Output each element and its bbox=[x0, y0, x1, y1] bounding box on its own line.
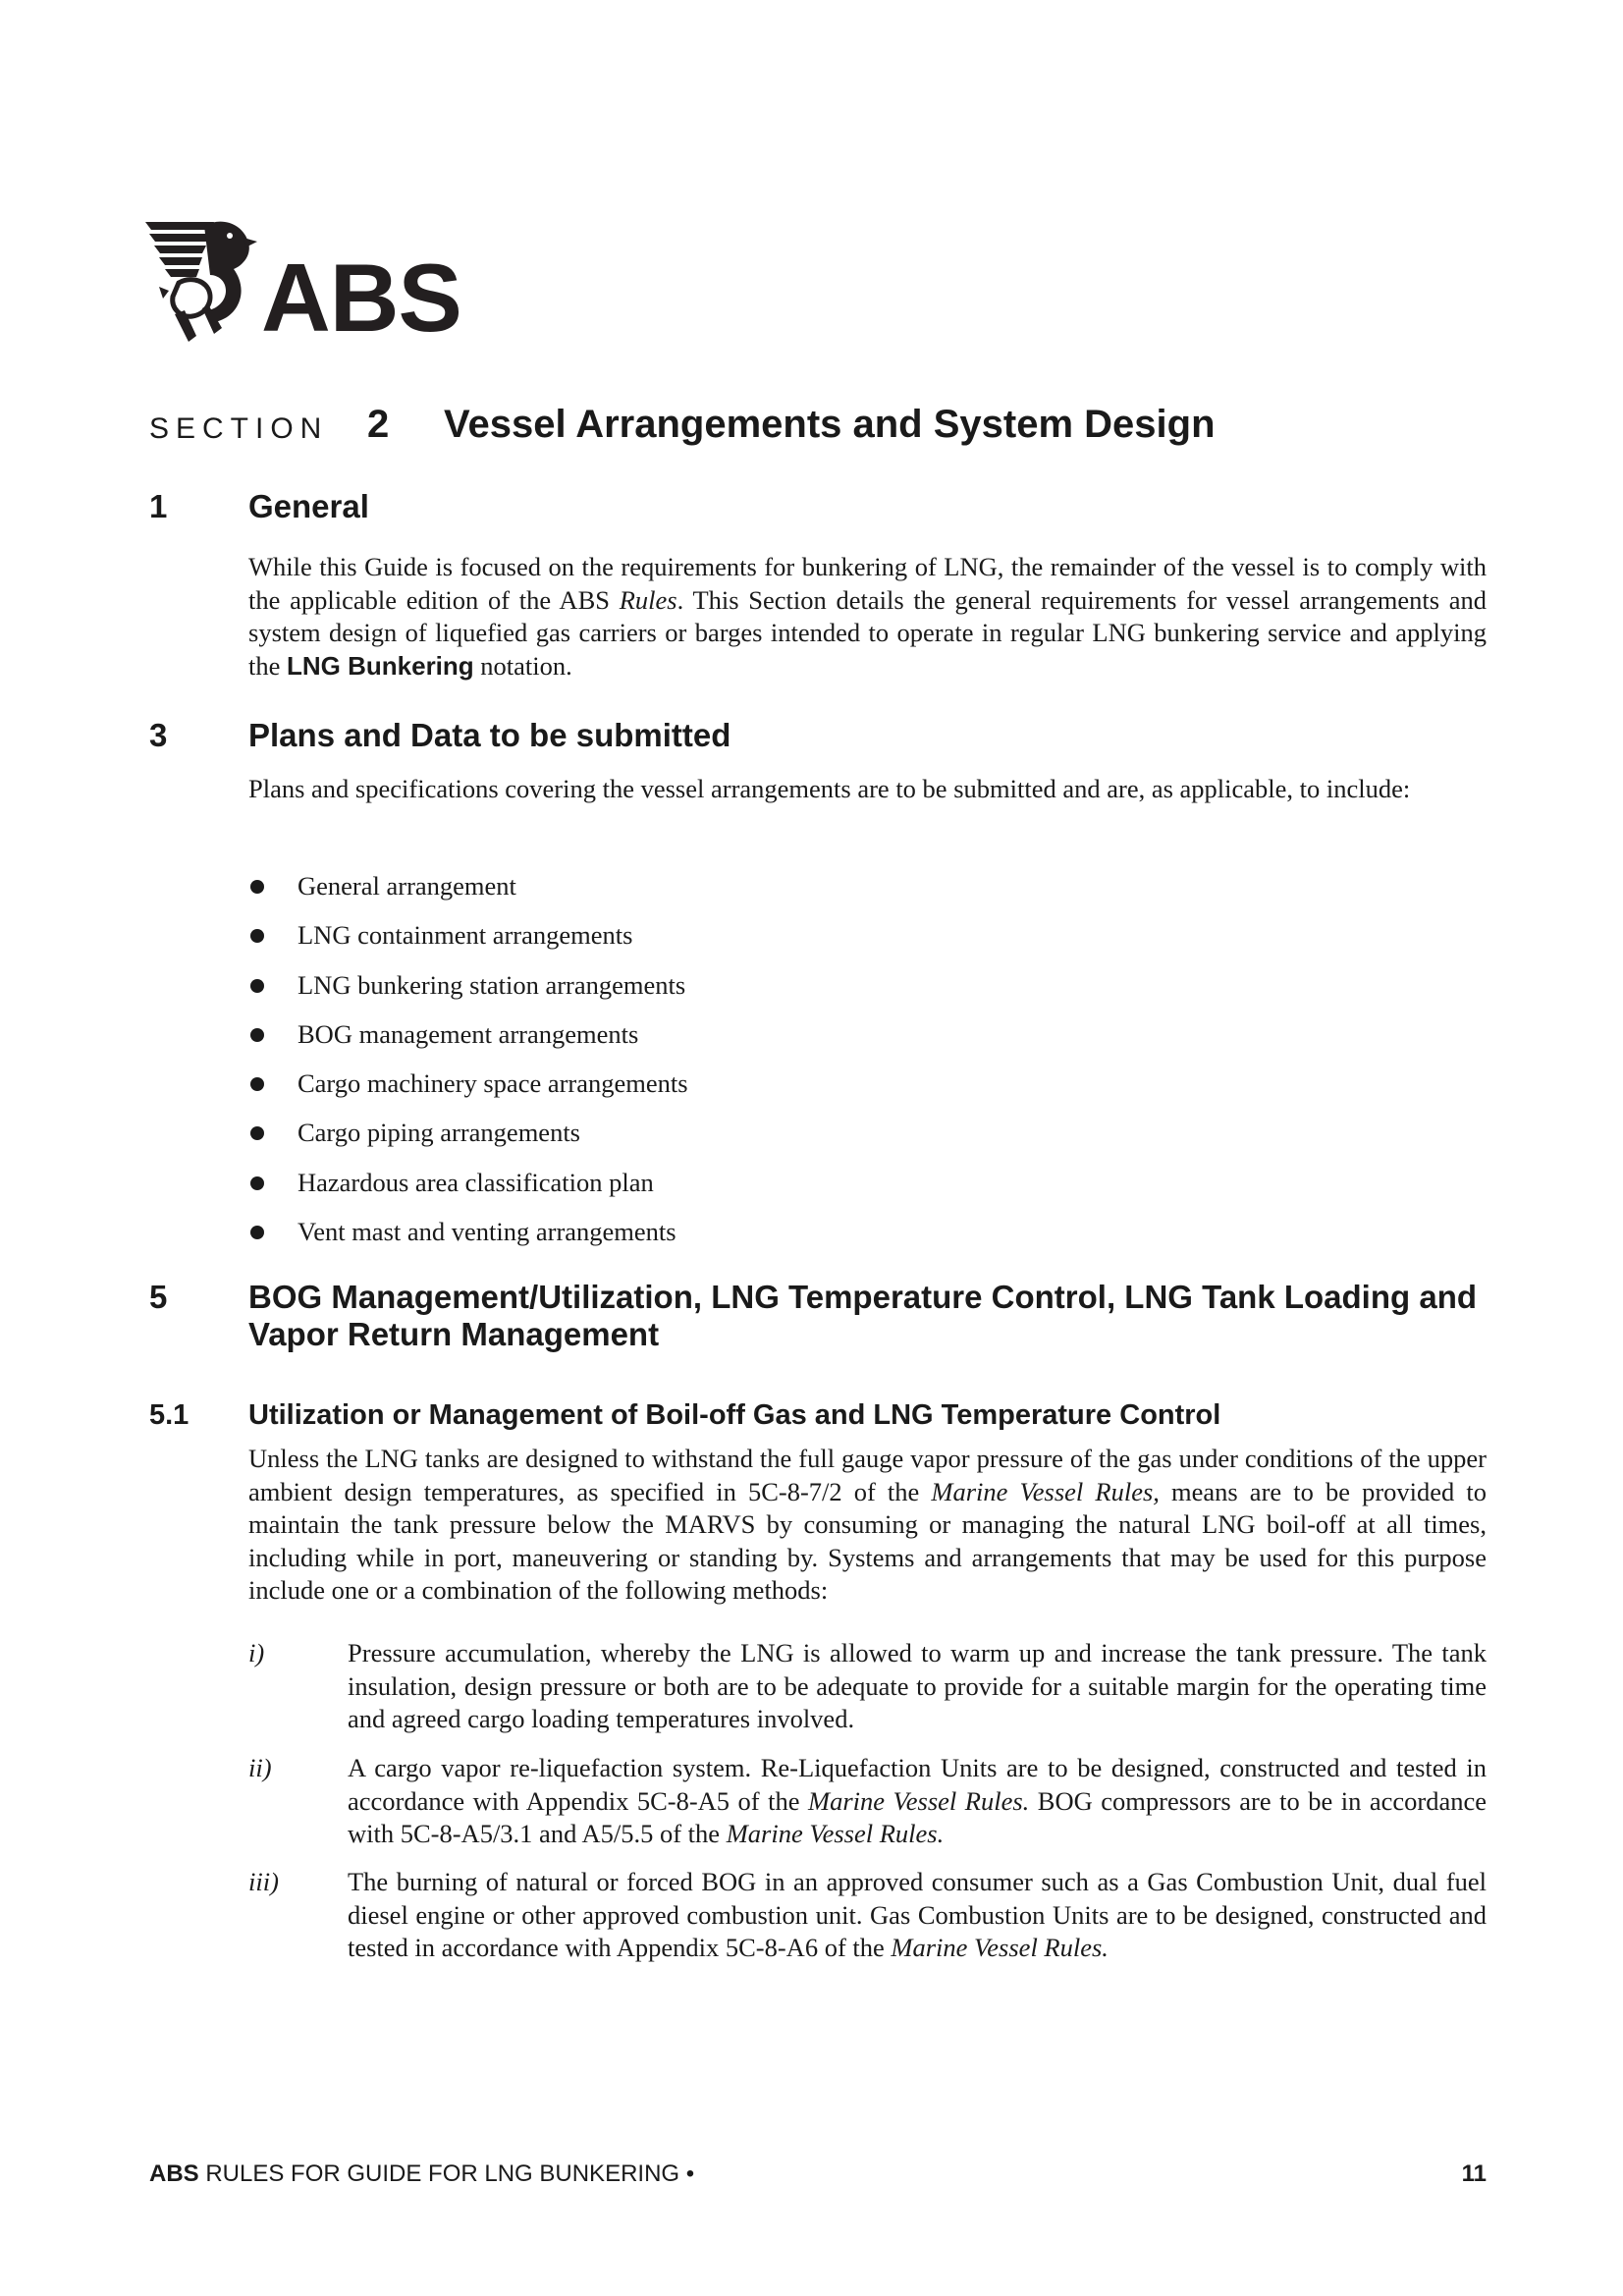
plans-intro-paragraph: Plans and specifications covering the vessel arrangements are to be submitted and are, as applicable, to include: bbox=[248, 774, 1411, 803]
page-number: 11 bbox=[1461, 2160, 1487, 2187]
lng-bunkering-notation: LNG Bunkering bbox=[287, 650, 474, 681]
bullet-icon bbox=[250, 1077, 264, 1091]
section-label: SECTION bbox=[149, 412, 329, 445]
heading-number: 3 bbox=[149, 717, 168, 753]
method-item-iii bbox=[248, 1866, 1487, 1998]
item-text: The burning of natural or forced BOG in an approved consumer such as a Gas Combustion Unit, dual fuel diesel engine or other approved combustion unit. Gas Combustion Units are to be designed, constructed and tested in accordance with Appendix 5C-8-A6 of the Marine Vessel Rules. bbox=[348, 1867, 1487, 1962]
bullet-icon bbox=[250, 979, 264, 993]
abs-logo bbox=[145, 218, 489, 352]
list-item: LNG bunkering station arrangements bbox=[248, 969, 1230, 1018]
section-title: Vessel Arrangements and System Design bbox=[444, 403, 1216, 446]
method-item-i bbox=[248, 1637, 1487, 1736]
section-number: 2 bbox=[367, 403, 390, 446]
list-item: Hazardous area classification plan bbox=[248, 1167, 1230, 1216]
boil-off-paragraph: Unless the LNG tanks are designed to withstand the full gauge vapor pressure of the gas under conditions of the upper ambient design temperatures, as specified in 5C-8-7/2 of the Marine Vessel Rules, means are to be provided to maintain the tank pressure below the MARVS by consuming or managing the natural LNG boil-off at all times, including while in port, maneuvering or standing by. Systems and arrangements that may be used for this purpose include one or a combination of the following methods: bbox=[248, 1444, 1488, 1605]
footer-brand: ABS bbox=[149, 2160, 199, 2187]
heading-text: General bbox=[248, 488, 369, 524]
list-item: Vent mast and venting arrangements bbox=[248, 1216, 1230, 1265]
subheading-text: Utilization or Management of Boil-off Gas and LNG Temperature Control bbox=[248, 1399, 1221, 1431]
bullet-icon bbox=[250, 1226, 264, 1239]
list-item: Cargo piping arrangements bbox=[248, 1117, 1230, 1166]
heading-bog-management bbox=[149, 1279, 1494, 1357]
bullet-icon bbox=[250, 1028, 264, 1042]
page-footer bbox=[149, 2160, 1487, 2190]
list-item: General arrangement bbox=[248, 870, 1230, 919]
item-text: Pressure accumulation, whereby the LNG is allowed to warm up and increase the tank pressure. The tank insulation, design pressure or both are to be adequate to provide for a suitable margin for the operating time and agreed cargo loading temperatures involved. bbox=[348, 1638, 1487, 1733]
heading-text: Plans and Data to be submitted bbox=[248, 717, 731, 753]
list-item: LNG containment arrangements bbox=[248, 919, 1230, 968]
logo-wordmark: ABS bbox=[261, 244, 461, 352]
method-item-ii bbox=[248, 1752, 1487, 1851]
list-item: BOG management arrangements bbox=[248, 1018, 1230, 1067]
heading-number: 5 bbox=[149, 1279, 168, 1315]
footer-text: RULES FOR GUIDE FOR LNG BUNKERING • bbox=[198, 2160, 695, 2187]
subheading-number: 5.1 bbox=[149, 1399, 189, 1431]
eagle-emblem-icon bbox=[145, 218, 273, 346]
heading-number: 1 bbox=[149, 488, 168, 524]
bullet-icon bbox=[250, 1176, 264, 1190]
bullet-icon bbox=[250, 929, 264, 943]
item-numeral: iii) bbox=[248, 1867, 279, 1896]
item-text: A cargo vapor re-liquefaction system. Re-Liquefaction Units are to be designed, constructed and tested in accordance with Appendix 5C-8-A5 of the Marine Vessel Rules. BOG compressors are to be in accordance with 5C-8-A5/3.1 and A5/5.5 of the Marine Vessel Rules. bbox=[348, 1753, 1487, 1848]
list-item: Cargo machinery space arrangements bbox=[248, 1067, 1230, 1117]
heading-general bbox=[149, 488, 1494, 527]
bullet-icon bbox=[250, 1126, 264, 1140]
general-paragraph: While this Guide is focused on the requirements for bunkering of LNG, the remainder of the vessel is to comply with the applicable edition of the ABS Rules. This Section details the general requirements for vessel arrangements and system design of liquefied gas carriers or barges intended to operate in regular LNG bunkering service and applying the LNG Bunkering notation. bbox=[248, 552, 1487, 681]
subheading-boil-off-gas bbox=[149, 1398, 1494, 1434]
bullet-icon bbox=[250, 880, 264, 894]
item-numeral: i) bbox=[248, 1638, 265, 1667]
item-numeral: ii) bbox=[248, 1753, 272, 1782]
section-header bbox=[149, 403, 1494, 452]
plans-bullet-list bbox=[248, 870, 1230, 1265]
heading-text: BOG Management/Utilization, LNG Temperature Control, LNG Tank Loading and Vapor Return Management bbox=[248, 1279, 1478, 1352]
heading-plans-data bbox=[149, 717, 1494, 756]
